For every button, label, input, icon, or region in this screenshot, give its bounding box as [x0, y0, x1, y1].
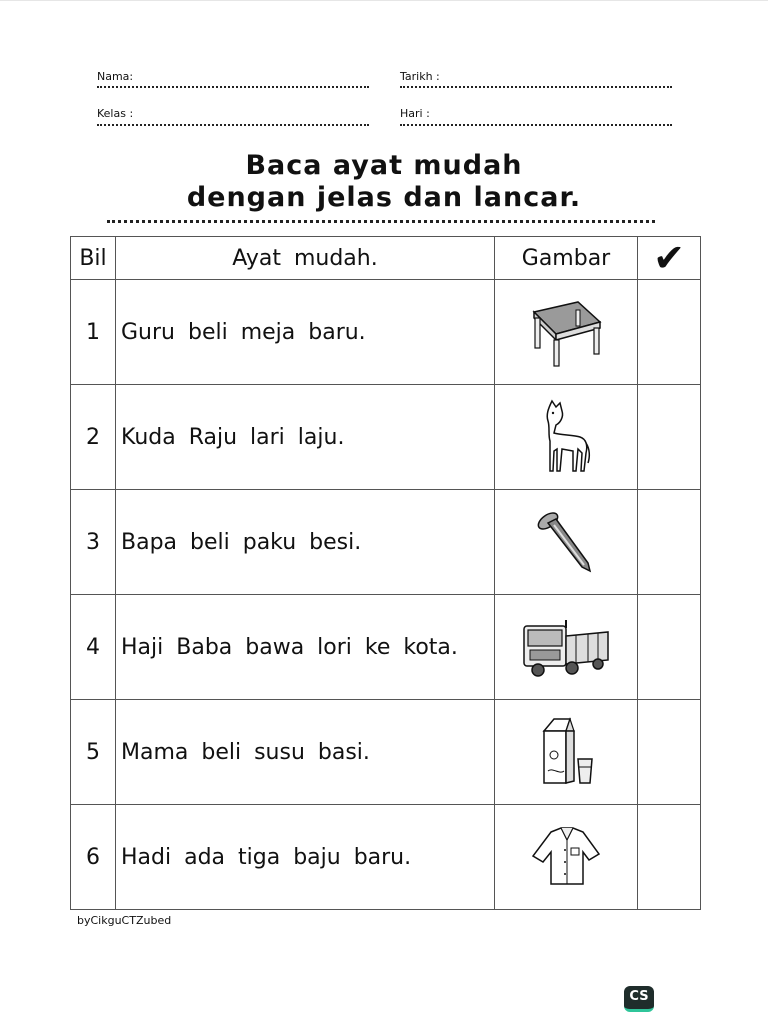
row-sentence: Hadi ada tiga baju baru.	[116, 805, 495, 910]
title-line-2: dengan jelas dan lancar.	[186, 182, 582, 213]
row-sentence: Kuda Raju lari laju.	[116, 385, 495, 490]
table-row	[71, 805, 701, 910]
row-number: 1	[71, 280, 116, 385]
row-picture	[495, 280, 638, 385]
row-check-box[interactable]	[638, 595, 701, 700]
top-border	[0, 0, 768, 1]
header-check	[638, 237, 701, 280]
row-sentence: Bapa beli paku besi.	[116, 490, 495, 595]
title-divider	[107, 220, 655, 223]
table-icon	[526, 296, 606, 368]
row-picture	[495, 385, 638, 490]
row-picture	[495, 700, 638, 805]
author-credit: byCikguCTZubed	[77, 914, 172, 927]
shirt-icon	[525, 826, 607, 888]
row-number: 5	[71, 700, 116, 805]
reading-table	[70, 236, 701, 910]
kelas-field[interactable]	[97, 124, 369, 126]
row-picture	[495, 805, 638, 910]
row-check-box[interactable]	[638, 385, 701, 490]
hari-label: Hari :	[400, 107, 430, 120]
row-sentence: Guru beli meja baru.	[116, 280, 495, 385]
checkmark-icon: ✔	[653, 236, 685, 280]
header-gambar: Gambar	[495, 237, 638, 280]
row-picture	[495, 595, 638, 700]
lorry-icon	[520, 614, 612, 680]
row-check-box[interactable]	[638, 280, 701, 385]
nama-label: Nama:	[97, 70, 134, 83]
header-bil: Bil	[71, 237, 116, 280]
table-row	[71, 385, 701, 490]
row-sentence: Haji Baba bawa lori ke kota.	[116, 595, 495, 700]
nama-field[interactable]	[97, 86, 369, 88]
table-header-row	[71, 237, 701, 280]
table-row	[71, 700, 701, 805]
tarikh-label: Tarikh :	[400, 70, 440, 83]
camscanner-icon: CS	[624, 986, 654, 1012]
header-ayat: Ayat mudah.	[116, 237, 495, 280]
table-row	[71, 490, 701, 595]
table-row	[71, 595, 701, 700]
hari-field[interactable]	[400, 124, 672, 126]
milk-icon	[536, 715, 596, 789]
row-number: 4	[71, 595, 116, 700]
row-check-box[interactable]	[638, 490, 701, 595]
nail-icon	[534, 509, 598, 575]
row-number: 2	[71, 385, 116, 490]
row-check-box[interactable]	[638, 805, 701, 910]
row-number: 6	[71, 805, 116, 910]
table-row	[71, 280, 701, 385]
row-number: 3	[71, 490, 116, 595]
horse-icon	[540, 397, 592, 477]
kelas-label: Kelas :	[97, 107, 134, 120]
row-picture	[495, 490, 638, 595]
tarikh-field[interactable]	[400, 86, 672, 88]
row-check-box[interactable]	[638, 700, 701, 805]
title-line-1: Baca ayat mudah	[245, 150, 523, 181]
row-sentence: Mama beli susu basi.	[116, 700, 495, 805]
